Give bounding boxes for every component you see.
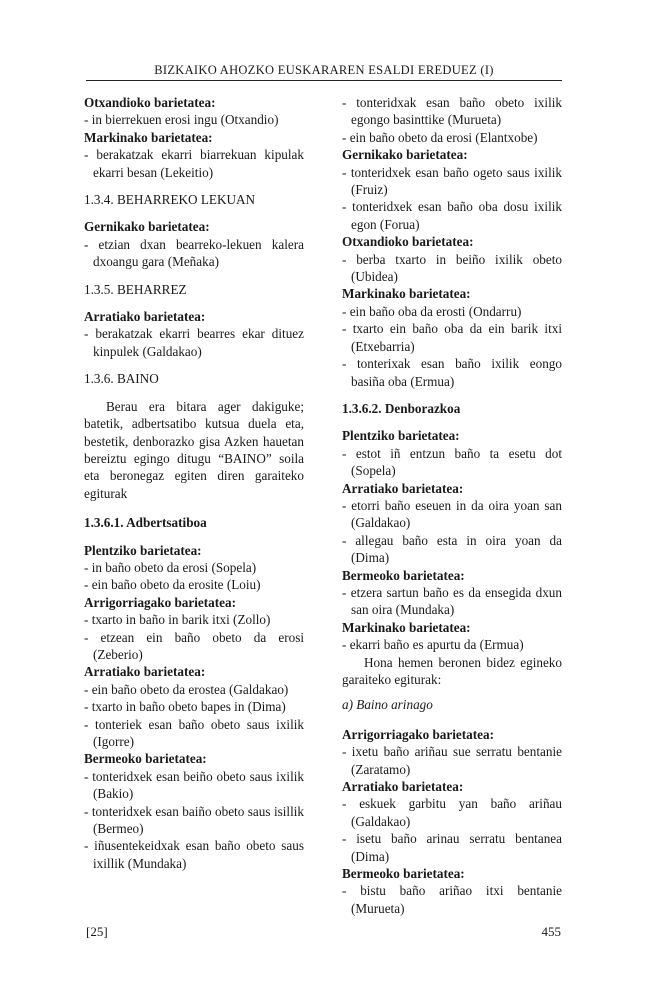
example-item: - iñusentekeidxak esan baño obeto saus ixillik (Mundaka)	[84, 838, 304, 871]
subsection-heading: 1.3.6.1. Adbertsatiboa	[84, 515, 207, 531]
header-rule	[86, 80, 562, 81]
variety-label: Arrigorriagako barietatea:	[342, 726, 494, 742]
variety-label: Markinako barietatea:	[84, 129, 213, 145]
variety-label: Plentziko barietatea:	[342, 428, 460, 444]
example-item: - txarto in baño obeto bapes in (Dima)	[84, 699, 286, 715]
example-item: - allegau baño esta in oira yoan da (Dima)	[342, 532, 562, 566]
running-header: BIZKAIKO AHOZKO EUSKARAREN ESALDI EREDUEZ (I)	[154, 63, 494, 77]
page-number: 455	[541, 924, 561, 939]
section-heading: 1.3.4. BEHARREKO LEKUAN	[84, 192, 256, 208]
example-item: - tonteridxek esan beiño obeto saus ixilik (Bakio)	[84, 768, 304, 802]
example-item: - ixetu baño ariñau sue serratu bentanie (Zaratamo)	[342, 744, 562, 777]
variety-label: Arrigorriagako barietatea:	[84, 594, 236, 610]
variety-label: Otxandioko barietatea:	[84, 95, 216, 110]
example-item: - ein baño oba da erosti (Ondarru)	[342, 303, 522, 319]
variety-label: Gernikako barietatea:	[342, 147, 468, 163]
variety-label: Arratiako barietatea:	[84, 309, 206, 325]
example-item: - berakatzak ekarri biarrekuan kipulak ekarri besan (Lekeitio)	[84, 147, 304, 180]
example-item: - ein baño obeto da erosite (Loiu)	[84, 577, 261, 593]
body-paragraph: Berau era bitara ager dakiguke; batetik, adbertsatibo kutsua duela eta, bestetik, denborazko gisa Azken hauetan bereiztu egingo ditugu “BAINO” soila eta beronegaz egiten diren garaiteko egiturak	[84, 398, 304, 501]
variety-label: Arratiako barietatea:	[342, 779, 464, 795]
example-item: - ein baño obeto da erosi (Elantxobe)	[342, 129, 538, 145]
example-item: - tonteridxek esan baño ogeto saus ixilik (Fruiz)	[342, 164, 562, 198]
section-heading: 1.3.6. BAINO	[84, 371, 159, 387]
example-item: - etzian dxan bearreko-lekuen kalera dxoangu gara (Meñaka)	[84, 236, 304, 270]
example-item: - in bierrekuen erosi ingu (Otxandio)	[84, 112, 279, 128]
body-paragraph: Hona hemen beronen bidez egineko garaiteko egiturak:	[342, 654, 562, 687]
example-item: - txarto in baño in barik itxi (Zollo)	[84, 612, 271, 628]
variety-label: Bermeoko barietatea:	[342, 567, 465, 583]
variety-label: Arratiako barietatea:	[342, 480, 464, 496]
variety-label: Arratiako barietatea:	[84, 664, 206, 680]
variety-label: Gernikako barietatea:	[84, 219, 210, 235]
variety-label: Markinako barietatea:	[342, 619, 471, 635]
example-item: - isetu baño arinau serratu bentanea (Dima)	[342, 831, 562, 864]
example-item: - tonteridxek esan baño oba dosu ixilik egon (Forua)	[342, 199, 562, 232]
variety-label: Markinako barietatea:	[342, 286, 471, 302]
example-item: - txarto ein baño oba da ein barik itxi (Etxebarria)	[342, 321, 562, 354]
example-item: - in baño obeto da erosi (Sopela)	[84, 559, 257, 575]
example-item: - tonteriek esan baño obeto saus ixilik (Igorre)	[84, 716, 304, 749]
left-column	[84, 94, 304, 872]
variety-label: Bermeoko barietatea:	[342, 866, 465, 882]
example-item: - etzera sartun baño es da ensegida dxun san oira (Mundaka)	[342, 584, 562, 618]
example-item: - etorri baño eseuen in da oira yoan san (Galdakao)	[342, 497, 562, 531]
example-item: - bistu baño ariñao itxi bentanie (Murueta)	[342, 883, 562, 916]
subsection-heading: 1.3.6.2. Denborazkoa	[342, 400, 461, 416]
example-item: - ein baño obeto da erostea (Galdakao)	[84, 681, 289, 697]
right-column	[342, 94, 562, 917]
section-heading: 1.3.5. BEHARREZ	[84, 281, 187, 297]
example-item: - estot iñ entzun baño ta esetu dot (Sopela)	[342, 445, 562, 479]
example-item: - eskuek garbitu yan baño ariñau (Galdakao)	[342, 796, 562, 829]
example-item: - berakatzak ekarri bearres ekar dituez kinpulek (Galdakao)	[84, 326, 304, 359]
variety-label: Bermeoko barietatea:	[84, 751, 207, 767]
variety-label: Plentziko barietatea:	[84, 542, 202, 558]
example-item: - tonteridxak esan baño obeto ixilik egongo basinttike (Murueta)	[342, 95, 562, 128]
subsection-heading-italic: a) Baino arinago	[342, 697, 433, 713]
example-item: - etzean ein baño obeto da erosi (Zeberio)	[84, 629, 304, 662]
example-item: - berba txarto in beiño ixilik obeto (Ubidea)	[342, 251, 562, 285]
footer-bracket-number: [25]	[86, 924, 108, 939]
example-item: - tonterixak esan baño ixilik eongo basiña oba (Ermua)	[342, 356, 562, 389]
example-item: - ekarri baño es apurtu da (Ermua)	[342, 637, 524, 653]
example-item: - tonteridxek esan baiño obeto saus isillik (Bermeo)	[84, 803, 304, 837]
variety-label: Otxandioko barietatea:	[342, 234, 474, 250]
